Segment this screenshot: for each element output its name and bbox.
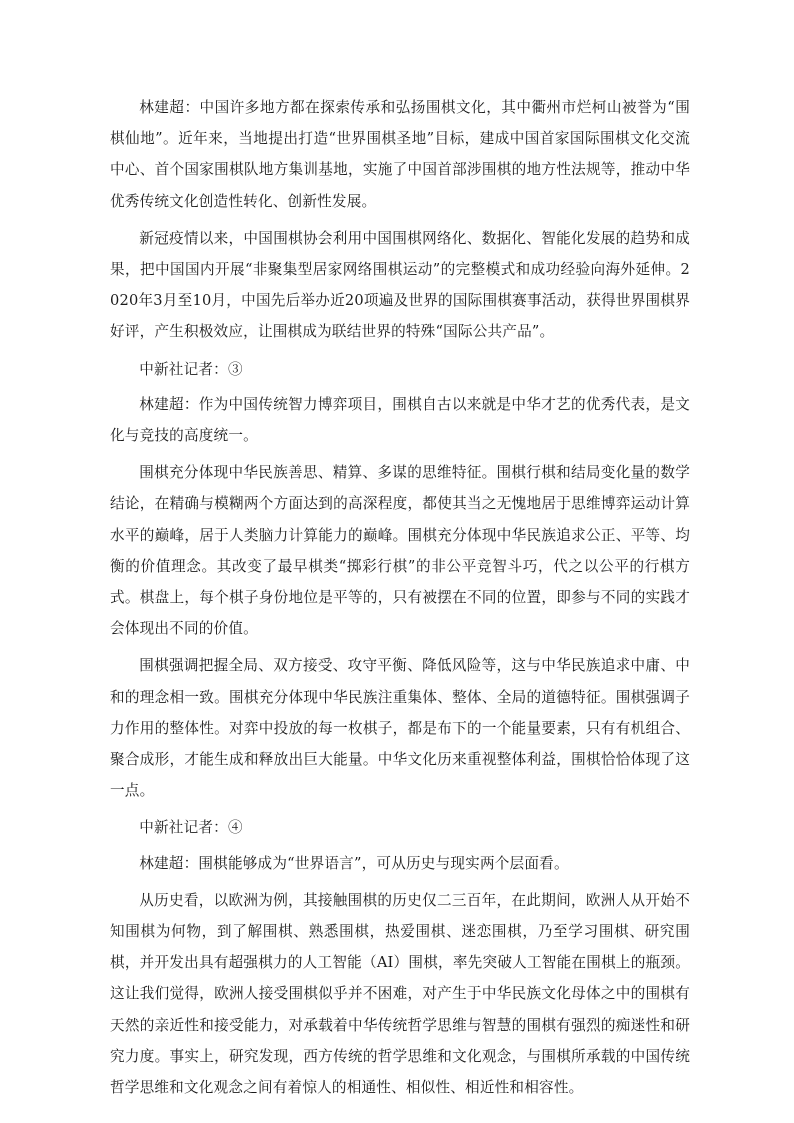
paragraph-1: 林建超：中国许多地方都在探索传承和弘扬围棋文化，其中衢州市烂柯山被誉为“围棋仙地”。近年来，当地提出打造“世界围棋圣地”目标，建成中国首家国际围棋文化交流中心、首个国家围棋队地方集训基地，实施了中国首部涉围棋的地方性法规等，推动中华优秀传统文化创造性转化、创新性发展。 (110, 99, 690, 210)
paragraph-4: 围棋充分体现中华民族善思、精算、多谋的思维特征。围棋行棋和结局变化量的数学结论，在精确与模糊两个方面达到的高深程度，都使其当之无愧地居于思维博弈运动计算水平的巅峰，居于人类脑力计算能力的巅峰。围棋充分体现中华民族追求公正、平等、均衡的价值理念。其改变了最早棋类“掷彩行棋”的非公平竞智斗巧，代之以公平的行棋方式。棋盘上，每个棋子身份地位是平等的，只有被摆在不同的位置，即参与不同的实践才会体现出不同的价值。 (110, 464, 690, 638)
paragraph-2: 新冠疫情以来，中国围棋协会利用中国围棋网络化、数据化、智能化发展的趋势和成果，把中国国内开展“非聚集型居家网络围棋运动”的完整模式和成功经验向海外延伸。2020年3月至10月，中国先后举办近20项遍及世界的国际围棋赛事活动，获得世界围棋界好评，产生积极效应，让围棋成为联结世界的特殊“国际公共产品”。 (110, 229, 690, 341)
reporter-question-4: 中新社记者：④ (139, 819, 243, 837)
paragraph-3: 林建超：作为中国传统智力博弈项目，围棋自古以来就是中华才艺的优秀代表，是文化与竞技的高度统一。 (110, 395, 690, 445)
reporter-question-3: 中新社记者：③ (139, 360, 243, 378)
paragraph-5: 围棋强调把握全局、双方接受、攻守平衡、降低风险等，这与中华民族追求中庸、中和的理念相一致。围棋充分体现中华民族注重集体、整体、全局的道德特征。围棋强调子力作用的整体性。对弈中投放的每一枚棋子，都是布下的一个能量要素，只有有机组合、聚合成形，才能生成和释放出巨大能量。中华文化历来重视整体利益，围棋恰恰体现了这一点。 (110, 657, 690, 800)
paragraph-7: 从历史看，以欧洲为例，其接触围棋的历史仅二三百年，在此期间，欧洲人从开始不知围棋为何物，到了解围棋、熟悉围棋，热爱围棋、迷恋围棋，乃至学习围棋、研究围棋，并开发出具有超强棋力的人工智能（AI）围棋，率先突破人工智能在围棋上的瓶颈。这让我们觉得，欧洲人接受围棋似乎并不困难，对产生于中华民族文化母体之中的围棋有天然的亲近性和接受能力，对承载着中华传统哲学思维与智慧的围棋有强烈的痴迷性和研究力度。事实上，研究发现，西方传统的哲学思维和文化观念，与围棋所承载的中国传统哲学思维和文化观念之间有着惊人的相通性、相似性、相近性和相容性。 (110, 891, 690, 1097)
document-body (110, 92, 690, 1109)
paragraph-6: 林建超：围棋能够成为“世界语言”，可从历史与现实两个层面看。 (139, 854, 569, 872)
